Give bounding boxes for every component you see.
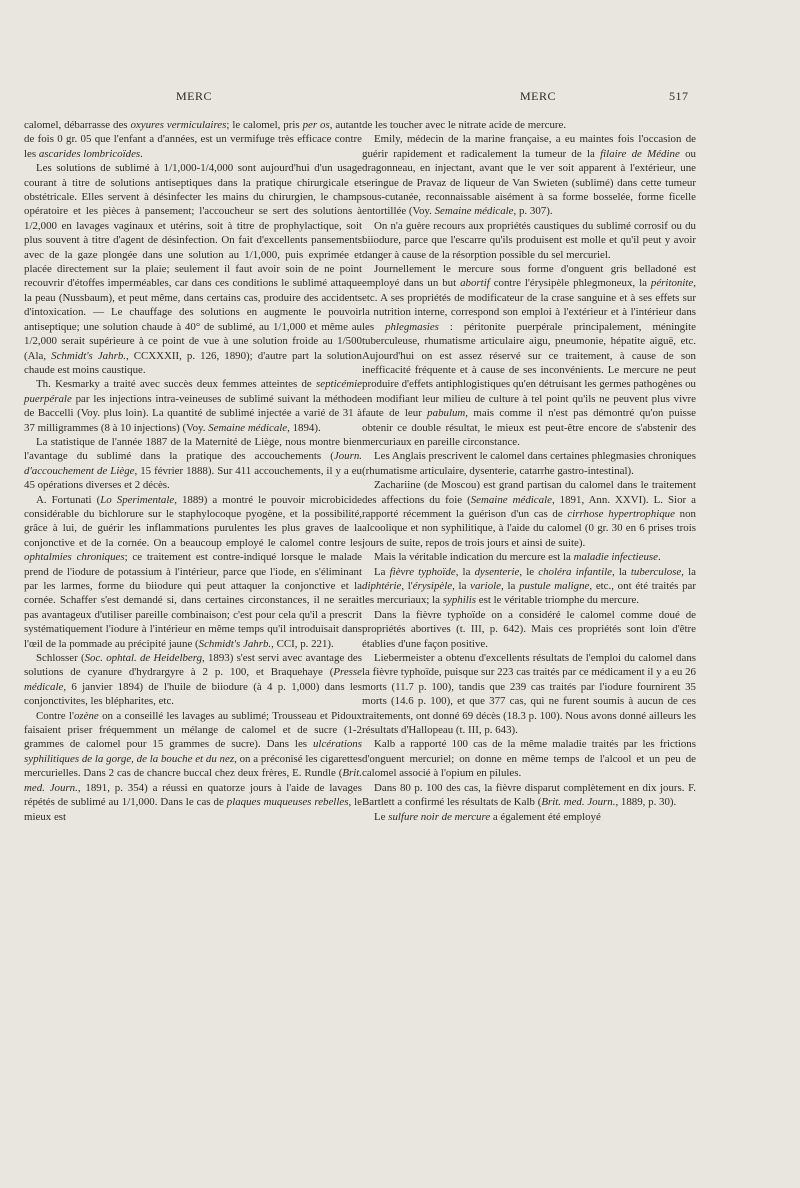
paragraph: La statistique de l'année 1887 de la Maternité de Liège, nous montre bien l'avantage du sublimé dans la pratique des accouchements (Journ. d'accouchement de Liège, 15 février 1888). Sur 411 accouchements, il y a eu 45 opérations diverses et 2 décès.	[24, 435, 362, 492]
paragraph: Th. Kesmarky a traité avec succès deux femmes atteintes de septicémie puerpérale par les injections intra-veineuses de sublimé suivant la méthode de Baccelli (Voy. plus loin). La quantité de sublimé injectée a varié de 31 à 37 milligrammes (8 à 10 injections) (Voy. Semaine médicale, 1894).	[24, 378, 362, 434]
paragraph: Dans 80 p. 100 des cas, la fièvre disparut complètement en dix jours. F. Bartlett a confirmé les résultats de Kalb (Brit. med. Journ., 1889, p. 30).	[362, 781, 696, 809]
paragraph: La fièvre typhoïde, la dysenterie, le choléra infantile, la tuberculose, la diphtérie, l'érysipèle, la variole, la pustule maligne, etc., ont été traités par les mercuriaux; la syphilis est le véritable triomphe du mercure.	[362, 565, 697, 607]
paragraph: de les toucher avec le nitrate acide de mercure.	[362, 119, 567, 131]
running-head-right: MERC	[520, 89, 557, 103]
paragraph: Journellement le mercure sous forme d'onguent gris belladoné est employé dans un but abortif contre l'érysipèle phlegmoneux, la péritonite, etc. A ses propriétés de modificateur de la crase sanguine et à ses effets sur la nutrition interne, correspond son emploi à l'extérieur et à l'intérieur dans les phlegmasies : péritonite puerpérale principalement, méningite tuberculeuse, rhumatisme articulaire aigu, pneumonie, hépatite aiguë, etc. Aujourd'hui on est assez réservé sur ce traitement, à cause de son inefficacité fréquente et à cause de ses inconvénients. Le mercure ne peut produire d'effets antiphlogistiques qu'en détruisant les germes pathogènes ou en modifiant leur milieu de culture à tel point qu'ils ne peuvent plus vivre faute de leur pabulum, mais comme il n'est pas démontré qu'on puisse obtenir ce double résultat, le mieux est peut-être encore de s'abstenir des mercuriaux en pareille circonstance.	[362, 263, 696, 448]
page-header	[0, 89, 800, 109]
page-number: 517	[669, 89, 689, 103]
paragraph: Contre l'ozène on a conseillé les lavages au sublimé; Trousseau et Pidoux faisaient priser fréquemment un mélange de calomel et de sucre (1-2 grammes de calomel pour 15 grammes de sucre). Dans les ulcérations syphilitiques de la gorge, de la bouche et du nez, on a préconisé les cigarettes mercurielles. Dans 2 cas de chancre buccal chez deux frères, E. Rundle (Brit. med. Journ., 1891, p. 354) a réussi en quatorze jours à l'aide de lavages répétés de sublimé au 1/1,000. Dans le cas de plaques muqueuses rebelles, le mieux est	[24, 709, 362, 823]
right-column	[362, 118, 696, 824]
paragraph: Le sulfure noir de mercure a également été employé	[374, 810, 601, 823]
paragraph: Les Anglais prescrivent le calomel dans certaines phlegmasies chroniques (rhumatisme articulaire, dysenterie, catarrhe gastro-intestinal).	[362, 450, 696, 477]
left-column	[24, 118, 362, 824]
paragraph: Zachariine (de Moscou) est grand partisan du calomel dans le traitement des affections du foie (Semaine médicale, 1891, Ann. XXVI). L. Sior a rapporté récemment la guérison d'un cas de cirrhose hypertrophique non alcoolique et non syphilitique, à l'aide du calomel (0 gr. 30 en 6 prises trois jours de suite, repos de trois jours et ainsi de suite).	[362, 479, 696, 549]
paragraph: Kalb a rapporté 100 cas de la même maladie traités par les frictions d'onguent mercuriel; on donne en même temps de l'alcool et un peu de calomel associé à l'opium en pilules.	[362, 738, 696, 780]
paragraph: On n'a guère recours aux propriétés caustiques du sublimé corrosif ou du biiodure, parce que l'escarre qu'ils produisent est molle et qu'il peut y avoir danger à cause de la résorption possible du sel mercuriel.	[362, 219, 696, 261]
paragraph: Mais la véritable indication du mercure est la maladie infectieuse.	[374, 551, 661, 564]
paragraph: A. Fortunati (Lo Sperimentale, 1889) a montré le pouvoir microbicide considérable du bichlorure sur le staphylocoque pyogène, et la possibilité, grâce à lui, de guérir les inflammations purulentes les plus graves de la conjonctive et de la cornée. On a beaucoup employé le calomel contre les ophtalmies chroniques; ce traitement est contre-indiqué lorsque le malade prend de l'iodure de potassium à l'intérieur, parce que l'iode, en s'éliminant par les larmes, forme du biiodure qui peut attaquer la conjonctive et la cornée. Schaffer s'est demandé si, dans certaines circonstances, il ne serait pas avantageux d'utiliser pareille combinaison; c'est pour cela qu'il a prescrit systématiquement l'iodure à l'intérieur en même temps qu'il introduisait dans l'œil de la pommade au précipité jaune (Schmidt's Jahrb., CCI, p. 221).	[24, 493, 362, 650]
paragraph: Les solutions de sublimé à 1/1,000-1/4,000 sont aujourd'hui d'un usage courant à titre de solutions antiseptiques dans la pratique chirurgicale et obstétricale. Elles servent à désinfecter les mains du chirurgien, le champ opératoire et les pièces à pansement; l'accoucheur se sert des solutions à 1/2,000 en lavages vaginaux et utérins, soit à titre de prophylactique, soit plus souvent à titre d'agent de désinfection. On fait d'excellents pansements avec de la gaze plongée dans une solution au 1/1,000, puis exprimée et placée directement sur la plaie; seulement il faut avoir soin de ne point recouvrir d'étoffes imperméables, car dans ces conditions le sublimé attaque la peau (Nussbaum), et peut même, dans certains cas, produire des accidents d'intoxication. — Le chauffage des solutions en augmente le pouvoir antiseptique; une solution chaude à 40° de sublimé, au 1/1,000 et même au 1/2,000 serait supérieure à ce point de vue à une solution froide au 1/500 (Ala, Schmidt's Jahrb., CCXXXII, p. 126, 1890); d'autre part la solution chaude est moins caustique.	[24, 162, 362, 376]
paragraph: Emily, médecin de la marine française, a eu maintes fois l'occasion de guérir rapidement et radicalement la tumeur de la filaire de Médine ou dragonneau, en injectant, avant que le ver soit apparent à l'extérieur, une seringue de Pravaz de liqueur de Van Swieten (sublimé) dans cette tumeur sous-cutanée, reconnaissable aisément à sa forme bosselée, forme ficelle entortillée (Voy. Semaine médicale, p. 307).	[362, 133, 696, 218]
paragraph: calomel, débarrasse des oxyures vermiculaires; le calomel, pris per os, autant de fois 0 gr. 05 que l'enfant a d'années, est un vermifuge très efficace contre les ascarides lombricoïdes.	[24, 119, 362, 160]
paragraph: Schlosser (Soc. ophtal. de Heidelberg, 1893) s'est servi avec avantage des solutions de cyanure d'hydrargyre à 2 p. 100, et Braquehaye (Presse médicale, 6 janvier 1894) de l'huile de biiodure (à 4 p. 1,000) dans les conjonctivites, les blépharites, etc.	[24, 652, 362, 708]
paragraph: Liebermeister a obtenu d'excellents résultats de l'emploi du calomel dans la fièvre typhoïde, puisque sur 223 cas traités par ce médicament il y a eu 26 morts (11.7 p. 100), tandis que 239 cas traités par l'iodure fournirent 35 morts (14.6 p. 100), et que 377 cas, qui ne furent soumis à aucun de ces traitements, ont donné 69 décès (18.3 p. 100). Nous avons donné ailleurs les résultats d'Hallopeau (t. III, p. 643).	[362, 652, 696, 737]
paragraph: Dans la fièvre typhoïde on a considéré le calomel comme doué de propriétés abortives (t. III, p. 642). Mais ces propriétés sont loin d'être établies d'une façon positive.	[362, 608, 696, 650]
running-head-left: MERC	[176, 89, 213, 103]
